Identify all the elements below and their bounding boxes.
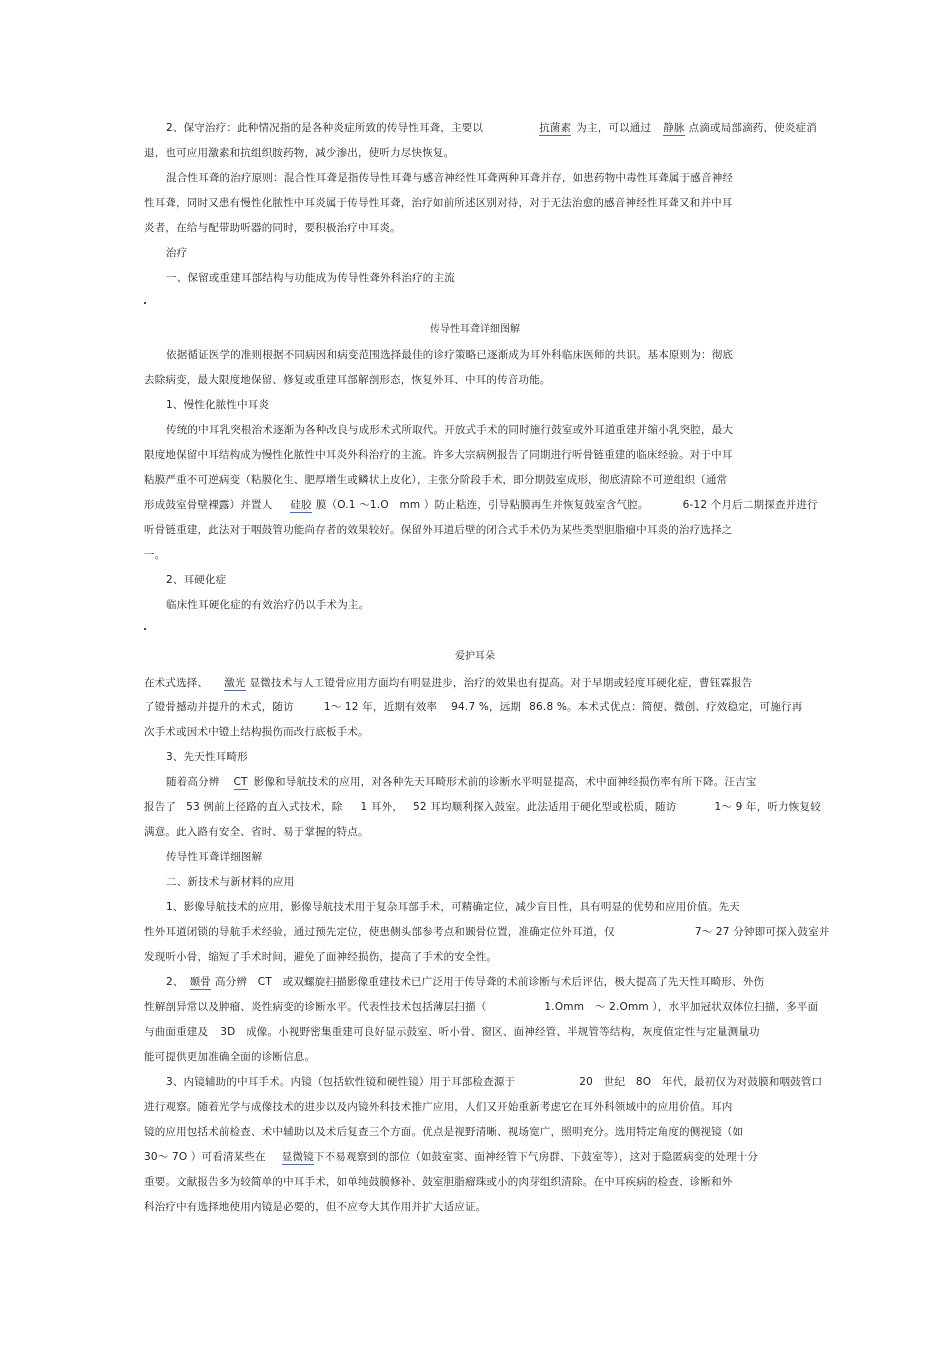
text-line	[144, 1150, 758, 1164]
text-span: 随着高分辨	[166, 776, 220, 788]
text-span: 53 例前上径路的直入式技术，除	[186, 801, 343, 813]
text-span: 显微技术与人工镫骨应用方面均有明显进步，治疗的效果也有提高。对于早期或轻度耳硬化症，曹钰霖报告	[249, 677, 753, 689]
text-span: 94.7 %，远期	[451, 701, 522, 713]
text-line: 临床性耳硬化症的有效治疗仍以手术为主。	[166, 599, 370, 611]
text-span: 与曲面重建及	[144, 1026, 209, 1038]
text-span: 86.8 %。本术式优点：简便、微创、疗效稳定，可施行再	[529, 701, 803, 713]
text-line	[166, 775, 757, 789]
text-span: 3D 成像。小视野密集重建可良好显示鼓室、听小骨、窗区、面神经管、半规管等结构，灰度值定性与定量测量功	[220, 1026, 760, 1038]
text-line: 能可提供更加准确全面的诊断信息。	[144, 1051, 316, 1063]
section-heading-treatment: 治疗	[166, 247, 188, 259]
text-span: 形成鼓室骨壁裸露）并置人	[144, 499, 273, 511]
keyword-link-silicone[interactable]: 硅胶	[290, 499, 312, 511]
figure-caption: 传导性耳聋详细图解	[430, 324, 520, 335]
text-span: 在术式选择、	[144, 677, 209, 689]
text-line	[144, 1000, 818, 1014]
text-span: 1.Omm ～ 2.Omm ），水平加冠状双体位扫描，多平面	[544, 1001, 819, 1013]
section-heading-one: 一、保留或重建耳部结构与功能成为传导性聋外科治疗的主流	[166, 272, 455, 284]
text-line: 次手术或因术中镫上结构损伤而改行底板手术。	[144, 726, 369, 738]
subsection-heading: 3、先天性耳畸形	[166, 751, 248, 763]
section-heading-two: 二、新技术与新材料的应用	[166, 876, 295, 888]
text-span: 了镫骨撼动并提升的术式，随访	[144, 701, 294, 713]
text-line: 镜的应用包括术前检查、术中辅助以及术后复查三个方面。优点是视野清晰、视场宽广，照明充分。选用特定角度的侧视镜（如	[144, 1126, 744, 1138]
subsection-heading: 2、耳硬化症	[166, 574, 227, 586]
keyword-link-laser[interactable]: 激光	[224, 677, 246, 689]
text-span: 下不易观察到的部位（如鼓室窦、面神经管下气房群、下鼓室等），这对于隐匿病变的处理十分	[313, 1151, 759, 1163]
text-span: 影像和导航技术的应用，对各种先天耳畸形术前的诊断水平明显提高，术中面神经损伤率有所下降。汪吉宝	[253, 776, 757, 788]
text-line: 1、影像导航技术的应用，影像导航技术用于复杂耳部手术，可精确定位，减少盲目性，具有明显的优势和应用价值。先天	[166, 901, 740, 913]
text-span: 7～ 27 分钟即可探入鼓室并	[694, 926, 830, 938]
text-line: 科治疗中有选择地使用内镜是必要的，但不应夸大其作用并扩大适应证。	[144, 1201, 487, 1213]
image-placeholder-dot	[144, 628, 146, 630]
text-line	[144, 700, 802, 714]
text-line: 传统的中耳乳突根治术逐渐为各种改良与成形术式所取代。开放式手术的同时施行鼓室或外耳道重建并缩小乳突腔，最大	[166, 424, 734, 436]
text-line	[144, 800, 821, 814]
figure-caption: 爱护耳朵	[455, 651, 495, 662]
text-line	[144, 498, 818, 512]
text-span: 20 世纪 8O 年代，最初仅为对鼓膜和咽鼓管口	[579, 1076, 823, 1088]
keyword-link-ct[interactable]: CT	[233, 776, 248, 788]
text-span: 为主，可以通过	[576, 122, 652, 134]
text-line	[166, 975, 764, 989]
text-span: 52 耳均顺利探入鼓室。此法适用于硬化型或松质，随访	[413, 801, 677, 813]
text-line	[166, 1075, 822, 1089]
text-line: 粘膜严重不可逆病变（粘膜化生、肥厚增生或鳞状上皮化），主张分阶段手术，即分期鼓室成形，彻底清除不可逆组织（通常	[144, 474, 728, 486]
text-line: 炎者，在给与配带助听器的同时，要积极治疗中耳炎。	[144, 222, 401, 234]
text-line: 性耳聋，同时又患有慢性化脓性中耳炎属于传导性耳聋，治疗如前所述区别对待，对于无法治愈的感音神经性耳聋又和并中耳	[144, 197, 733, 209]
keyword-link-temporal-bone[interactable]: 颞骨	[189, 976, 211, 988]
text-span: 性解剖异常以及肿瘤、炎性病变的诊断水平。代表性技术包括薄层扫描（	[144, 1001, 487, 1013]
keyword-link-antibiotic[interactable]: 抗菌素	[539, 122, 572, 134]
text-span: 30～ 7O ）可看清某些在	[144, 1151, 266, 1163]
text-line	[144, 1025, 760, 1039]
text-span: 6-12 个月后二期探查并进行	[682, 499, 818, 511]
text-span: 3、内镜辅助的中耳手术。内镜（包括软性镜和硬性镜）用于耳部检查源于	[166, 1076, 516, 1088]
text-span: 1 耳外，	[360, 801, 404, 813]
text-line: 发现听小骨，缩短了手术时间，避免了面神经损伤，提高了手术的安全性。	[144, 951, 498, 963]
keyword-link-vein[interactable]: 静脉	[663, 122, 685, 134]
text-line: 进行观察。随着光学与成像技术的进步以及内镜外科技术推广应用，人们又开始重新考虑它在耳外科领域中的应用价值。耳内	[144, 1101, 733, 1113]
text-line	[144, 676, 753, 690]
text-line: 重要。文献报告多为较简单的中耳手术，如单纯鼓膜修补、鼓室胆脂瘤珠或小的肉芽组织清除。在中耳疾病的检查、诊断和外	[144, 1176, 733, 1188]
text-line: 依据循证医学的准则根据不同病因和病变范围选择最佳的诊疗策略已逐渐成为耳外科临床医师的共识。基本原则为：彻底	[166, 349, 734, 361]
text-line: 去除病变，最大限度地保留、修复或重建耳部解剖形态，恢复外耳、中耳的传音功能。	[144, 374, 551, 386]
text-span: 膜（O.1 ～1.O mm ）防止粘连，引导粘膜再生并恢复鼓室含气腔。	[315, 499, 649, 511]
text-span: 2、	[166, 976, 184, 988]
text-span: 报告了	[144, 801, 177, 813]
text-line	[144, 925, 830, 939]
text-span: 1～ 12 年，近期有效率	[323, 701, 438, 713]
image-placeholder-dot	[144, 302, 146, 304]
text-span: 点滴或局部滴药，使炎症消	[688, 122, 818, 134]
figure-caption: 传导性耳聋详细图解	[166, 851, 263, 863]
text-line: 满意。此入路有安全、省时、易于掌握的特点。	[144, 826, 369, 838]
text-span: 1～ 9 年，听力恢复较	[714, 801, 821, 813]
text-line: 混合性耳聋的治疗原则：混合性耳聋是指传导性耳聋与感音神经性耳聋两种耳聋并存，如患药物中毒性耳聋属于感音神经	[166, 172, 734, 184]
text-span: 性外耳道闭锁的导航手术经验，通过预先定位，使患侧头部参考点和颞骨位置，准确定位外耳道，仅	[144, 926, 615, 938]
text-span: 2、保守治疗：此种情况指的是各种炎症所致的传导性耳聋，主要以	[166, 122, 484, 134]
text-line	[166, 121, 817, 135]
text-line: 限度地保留中耳结构成为慢性化脓性中耳炎外科治疗的主流。许多大宗病例报告了同期进行听骨链重建的临床经验。对于中耳	[144, 449, 733, 461]
text-span: 高分辨 CT 或双螺旋扫描影像重建技术已广泛用于传导聋的术前诊断与术后评估，极大提高了先天性耳畸形、外伤	[215, 976, 765, 988]
keyword-link-microscope[interactable]: 显微镜	[281, 1151, 314, 1163]
text-line: 听骨链重建，此法对于咽鼓管功能尚存者的效果较好。保留外耳道后壁的闭合式手术仍为某些类型胆脂瘤中耳炎的治疗选择之	[144, 524, 733, 536]
text-line: 退，也可应用激素和抗组织胺药物，减少渗出，使听力尽快恢复。	[144, 147, 455, 159]
text-line: 一。	[144, 549, 166, 561]
subsection-heading: 1、慢性化脓性中耳炎	[166, 399, 270, 411]
